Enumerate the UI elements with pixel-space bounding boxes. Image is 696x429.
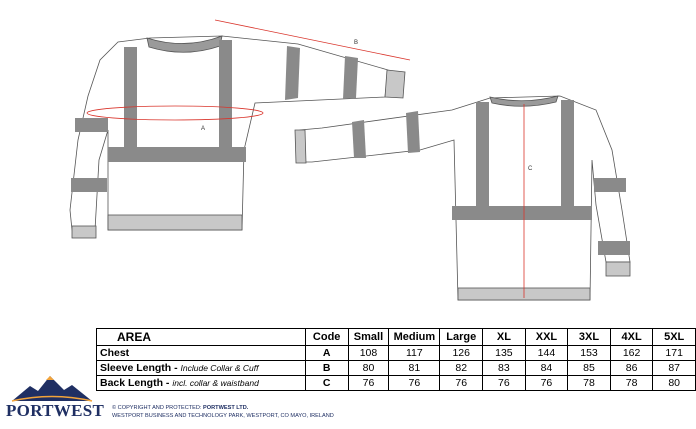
- label-b: B: [354, 40, 359, 46]
- address-line: WESTPORT BUSINESS AND TECHNOLOGY PARK, WESTPORT, CO MAYO, IRELAND: [112, 413, 334, 419]
- value-cell: 76: [440, 376, 483, 391]
- area-label: Sleeve Length -: [100, 361, 181, 374]
- header-code: Code: [305, 329, 348, 346]
- area-cell: [97, 376, 306, 391]
- copyright-prefix: © COPYRIGHT AND PROTECTED:: [112, 405, 204, 411]
- value-cell: 84: [525, 361, 568, 376]
- size-chart-table: [96, 328, 696, 391]
- area-label: Back Length -: [100, 376, 173, 389]
- value-cell: 76: [483, 376, 525, 391]
- code-cell: B: [305, 361, 348, 376]
- value-cell: 171: [653, 346, 696, 361]
- code-cell: A: [305, 346, 348, 361]
- table-row: [97, 346, 696, 361]
- value-cell: 76: [525, 376, 568, 391]
- value-cell: 144: [525, 346, 568, 361]
- value-cell: 76: [348, 376, 389, 391]
- header-size: Large: [440, 329, 483, 346]
- area-cell: [97, 346, 306, 361]
- value-cell: 78: [610, 376, 653, 391]
- header-size: 4XL: [610, 329, 653, 346]
- header-size: 5XL: [653, 329, 696, 346]
- value-cell: 135: [483, 346, 525, 361]
- table-row: [97, 376, 696, 391]
- label-c: C: [528, 166, 533, 172]
- area-label: Chest: [100, 346, 130, 359]
- value-cell: 153: [568, 346, 611, 361]
- area-note: incl. collar & waistband: [172, 377, 259, 388]
- copyright-brand: PORTWEST LTD.: [203, 405, 249, 411]
- area-note: Include Collar & Cuff: [180, 362, 259, 373]
- value-cell: 82: [440, 361, 483, 376]
- value-cell: 78: [568, 376, 611, 391]
- code-cell: C: [305, 376, 348, 391]
- copyright-line: [112, 404, 334, 412]
- value-cell: 86: [610, 361, 653, 376]
- copyright-notice: [112, 404, 334, 420]
- value-cell: 80: [348, 361, 389, 376]
- header-size: XL: [483, 329, 525, 346]
- value-cell: 117: [389, 346, 440, 361]
- header-size: 3XL: [568, 329, 611, 346]
- table-header-row: [97, 329, 696, 346]
- value-cell: 162: [610, 346, 653, 361]
- label-a: A: [201, 126, 206, 132]
- value-cell: 87: [653, 361, 696, 376]
- value-cell: 126: [440, 346, 483, 361]
- header-size: Small: [348, 329, 389, 346]
- value-cell: 81: [389, 361, 440, 376]
- table-row: [97, 361, 696, 376]
- header-area: AREA: [97, 329, 306, 346]
- value-cell: 85: [568, 361, 611, 376]
- value-cell: 76: [389, 376, 440, 391]
- back-sweatshirt: [295, 96, 630, 300]
- header-size: Medium: [389, 329, 440, 346]
- brand-logo-text: PORTWEST: [6, 401, 105, 420]
- area-cell: [97, 361, 306, 376]
- value-cell: 108: [348, 346, 389, 361]
- value-cell: 83: [483, 361, 525, 376]
- header-size: XXL: [525, 329, 568, 346]
- value-cell: 80: [653, 376, 696, 391]
